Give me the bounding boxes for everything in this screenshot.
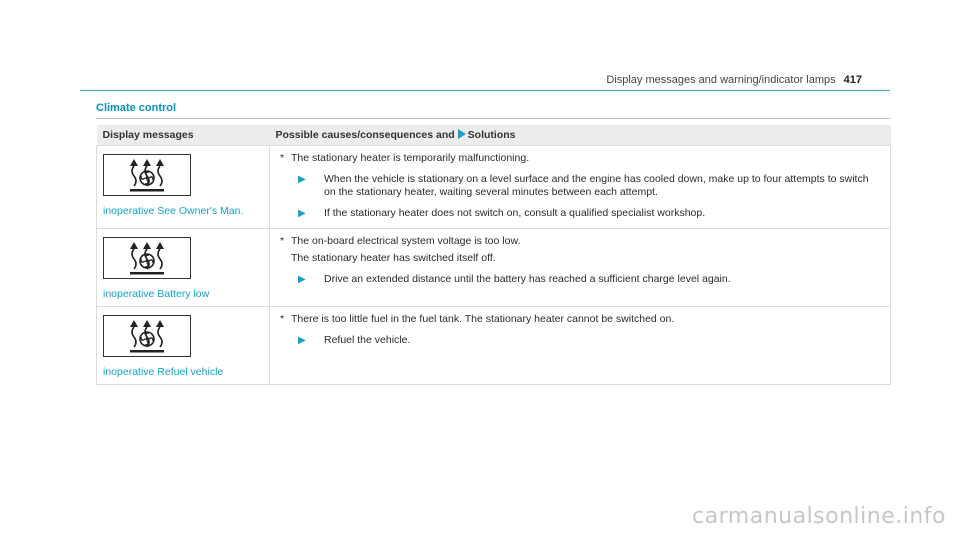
table-header-row [97, 125, 891, 146]
stationary-heater-icon [103, 237, 191, 279]
header-rule [80, 90, 890, 91]
table-row [97, 146, 891, 229]
col-header-display-messages: Display messages [97, 125, 270, 146]
message-cell [97, 146, 270, 229]
asterisk-marker: * [280, 152, 285, 164]
solution-text: If the stationary heater does not switch on, consult a qualified specialist workshop. [324, 207, 706, 219]
action-arrow-icon: ▶ [298, 174, 306, 185]
solution-text: When the vehicle is stationary on a level surface and the engine has cooled down, make up to four attempts to switch on the stationary heater, waiting several minutes between each attempt. [324, 173, 869, 198]
section-rule [96, 118, 890, 119]
stationary-heater-icon [103, 154, 191, 196]
arrow-right-icon [458, 129, 466, 139]
running-title: Display messages and warning/indicator lamps [606, 74, 836, 86]
solution-text: Refuel the vehicle. [324, 334, 411, 346]
table-row [97, 307, 891, 385]
cause-extra-text: The stationary heater has switched itself off. [291, 252, 496, 264]
cause-line [280, 313, 880, 326]
col-header-solutions-label: Solutions [467, 129, 516, 141]
page-number: 417 [843, 74, 862, 86]
cause-line [280, 152, 880, 165]
stationary-heater-icon [103, 315, 191, 357]
cause-text: The on-board electrical system voltage is too low. [291, 235, 521, 247]
section-title: Climate control [96, 102, 177, 114]
table-row [97, 229, 891, 307]
solution-step [298, 273, 880, 286]
display-message-text: inoperative See Owner's Man. [103, 205, 244, 217]
message-cell [97, 229, 270, 307]
solution-cell [270, 229, 891, 307]
solution-text: Drive an extended distance until the battery has reached a sufficient charge level again. [324, 273, 731, 285]
col-header-causes-label: Possible causes/consequences and [275, 129, 455, 141]
action-arrow-icon: ▶ [298, 208, 306, 219]
col-header-solutions [270, 125, 891, 146]
action-arrow-icon: ▶ [298, 274, 306, 285]
solution-cell [270, 146, 891, 229]
asterisk-marker: * [280, 235, 285, 247]
display-message-text: inoperative Battery low [103, 288, 210, 300]
solution-step [298, 173, 880, 199]
solution-cell [270, 307, 891, 385]
display-message-text: inoperative Refuel vehicle [103, 366, 224, 378]
display-messages-table [96, 125, 891, 385]
cause-text: The stationary heater is temporarily malfunctioning. [291, 152, 530, 164]
message-cell [97, 307, 270, 385]
solution-step [298, 334, 880, 347]
asterisk-marker: * [280, 313, 285, 325]
solution-step [298, 207, 880, 220]
cause-line [280, 235, 880, 248]
action-arrow-icon: ▶ [298, 335, 306, 346]
running-header [606, 74, 862, 86]
watermark: carmanualsonline.info [692, 504, 946, 529]
cause-text: There is too little fuel in the fuel tank. The stationary heater cannot be switched on. [291, 313, 675, 325]
